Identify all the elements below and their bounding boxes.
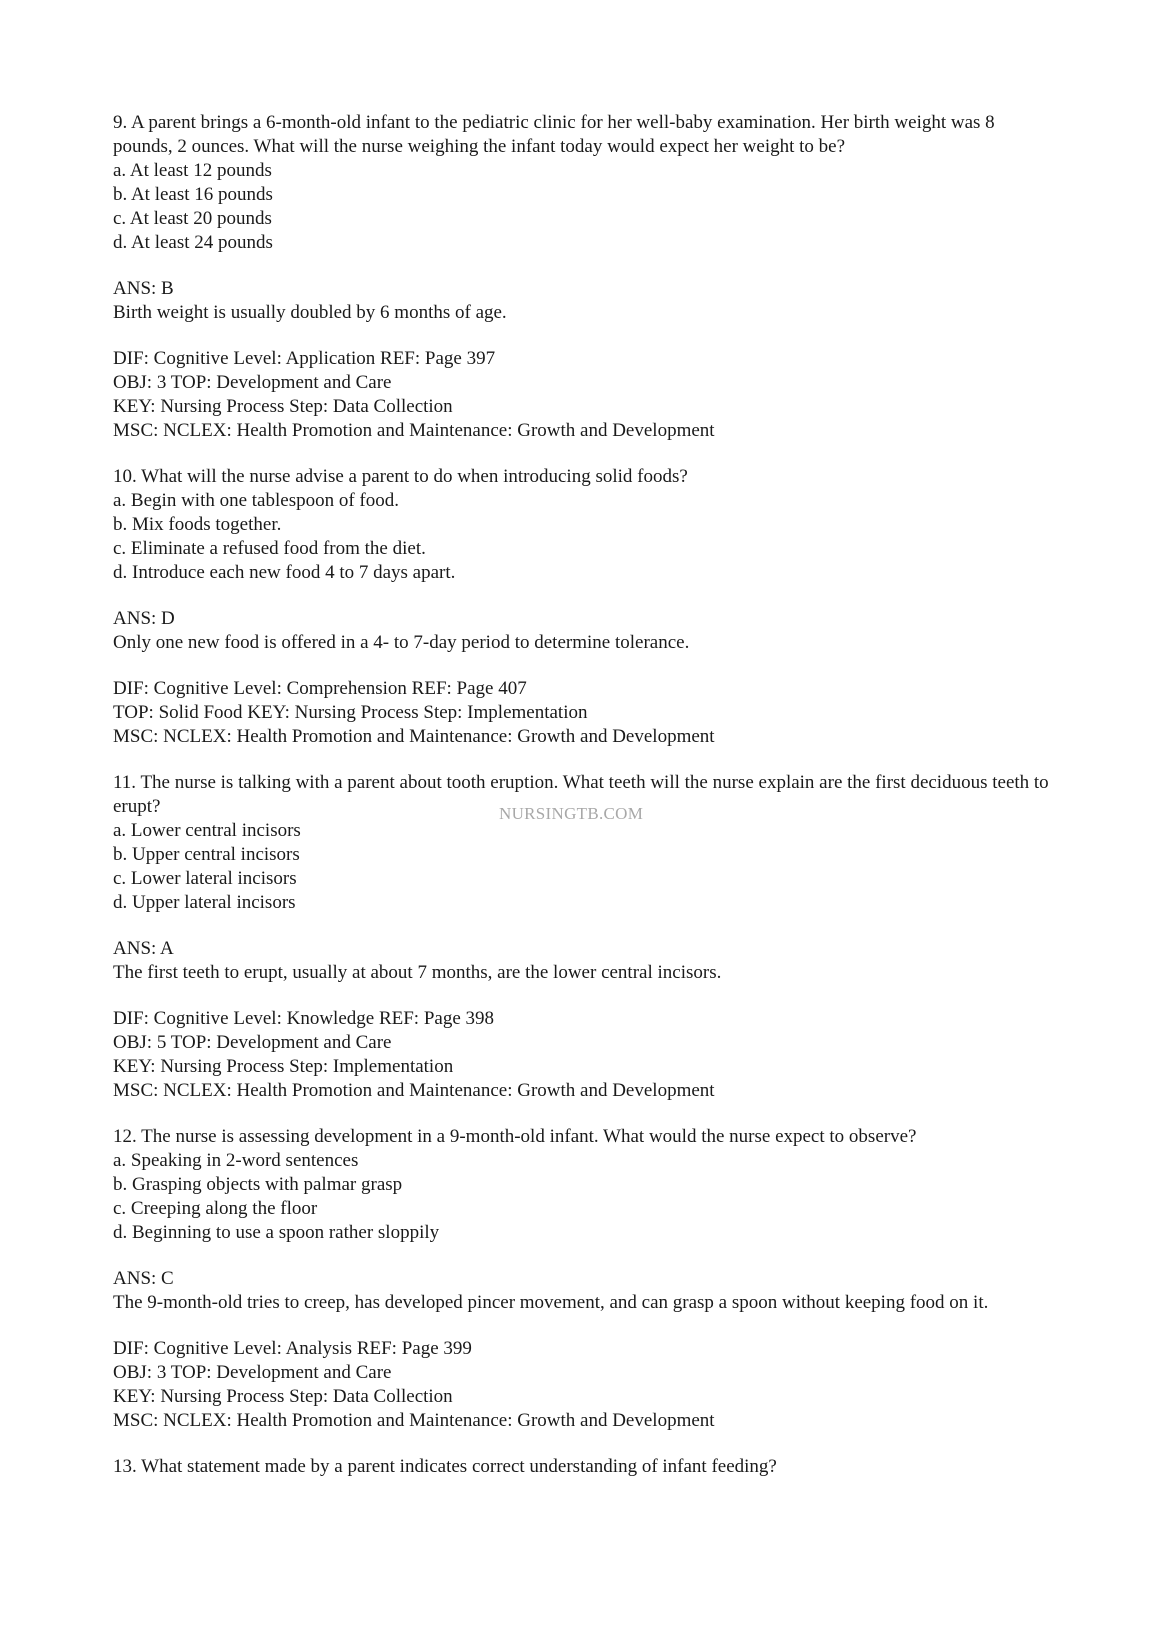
answer-key: ANS: A <box>113 938 174 959</box>
answer-key: ANS: B <box>113 278 174 299</box>
answer-rationale: Birth weight is usually doubled by 6 months of age. <box>113 302 507 323</box>
document-page <box>113 111 1053 1479</box>
meta-difficulty: DIF: Cognitive Level: Analysis REF: Page 399 <box>113 1338 472 1359</box>
meta-objective: OBJ: 3 TOP: Development and Care <box>113 372 392 393</box>
answer-key: ANS: D <box>113 608 175 629</box>
meta-objective: OBJ: 3 TOP: Development and Care <box>113 1362 392 1383</box>
option-d: d. At least 24 pounds <box>113 232 273 253</box>
meta-objective: OBJ: 5 TOP: Development and Care <box>113 1032 392 1053</box>
question-stem: 11. The nurse is talking with a parent about tooth eruption. What teeth will the nurse explain are the first deciduous teeth to erupt? <box>113 772 1049 817</box>
meta-difficulty: DIF: Cognitive Level: Comprehension REF: Page 407 <box>113 678 527 699</box>
question-stem: 10. What will the nurse advise a parent to do when introducing solid foods? <box>113 466 688 487</box>
meta-msc: MSC: NCLEX: Health Promotion and Maintenance: Growth and Development <box>113 726 715 747</box>
meta-difficulty: DIF: Cognitive Level: Application REF: Page 397 <box>113 348 496 369</box>
option-a: a. Begin with one tablespoon of food. <box>113 490 400 511</box>
question-stem: 12. The nurse is assessing development in a 9-month-old infant. What would the nurse expect to observe? <box>113 1126 917 1147</box>
answer-rationale: Only one new food is offered in a 4- to 7-day period to determine tolerance. <box>113 632 690 653</box>
option-a: a. Lower central incisors <box>113 820 301 841</box>
meta-key: KEY: Nursing Process Step: Data Collection <box>113 396 453 417</box>
meta-key: KEY: Nursing Process Step: Data Collection <box>113 1386 453 1407</box>
option-a: a. At least 12 pounds <box>113 160 272 181</box>
meta-difficulty: DIF: Cognitive Level: Knowledge REF: Page 398 <box>113 1008 495 1029</box>
option-d: d. Beginning to use a spoon rather sloppily <box>113 1222 440 1243</box>
option-c: c. Eliminate a refused food from the diet. <box>113 538 426 559</box>
option-c: c. At least 20 pounds <box>113 208 272 229</box>
meta-msc: MSC: NCLEX: Health Promotion and Maintenance: Growth and Development <box>113 420 715 441</box>
answer-rationale: The 9-month-old tries to creep, has developed pincer movement, and can grasp a spoon without keeping food on it. <box>113 1292 989 1313</box>
question-stem: 9. A parent brings a 6-month-old infant to the pediatric clinic for her well-baby examination. Her birth weight was 8 pounds, 2 ounces. What will the nurse weighing the infant today would expect her weight to be? <box>113 112 995 157</box>
option-c: c. Lower lateral incisors <box>113 868 297 889</box>
option-a: a. Speaking in 2-word sentences <box>113 1150 359 1171</box>
option-c: c. Creeping along the floor <box>113 1198 318 1219</box>
question-block <box>113 465 1053 749</box>
option-d: d. Introduce each new food 4 to 7 days apart. <box>113 562 456 583</box>
option-b: b. Upper central incisors <box>113 844 300 865</box>
meta-key: KEY: Nursing Process Step: Implementation <box>113 1056 454 1077</box>
question-block <box>113 1125 1053 1433</box>
answer-rationale: The first teeth to erupt, usually at about 7 months, are the lower central incisors. <box>113 962 722 983</box>
answer-key: ANS: C <box>113 1268 174 1289</box>
meta-msc: MSC: NCLEX: Health Promotion and Maintenance: Growth and Development <box>113 1080 715 1101</box>
meta-msc: MSC: NCLEX: Health Promotion and Maintenance: Growth and Development <box>113 1410 715 1431</box>
question-block <box>113 1455 1053 1479</box>
meta-topic-key: TOP: Solid Food KEY: Nursing Process Step: Implementation <box>113 702 588 723</box>
option-b: b. At least 16 pounds <box>113 184 273 205</box>
question-stem: 13. What statement made by a parent indicates correct understanding of infant feeding? <box>113 1456 777 1477</box>
question-block <box>113 111 1053 443</box>
option-d: d. Upper lateral incisors <box>113 892 296 913</box>
option-b: b. Grasping objects with palmar grasp <box>113 1174 403 1195</box>
watermark-text: NURSINGTB.COM <box>499 804 644 823</box>
option-b: b. Mix foods together. <box>113 514 282 535</box>
